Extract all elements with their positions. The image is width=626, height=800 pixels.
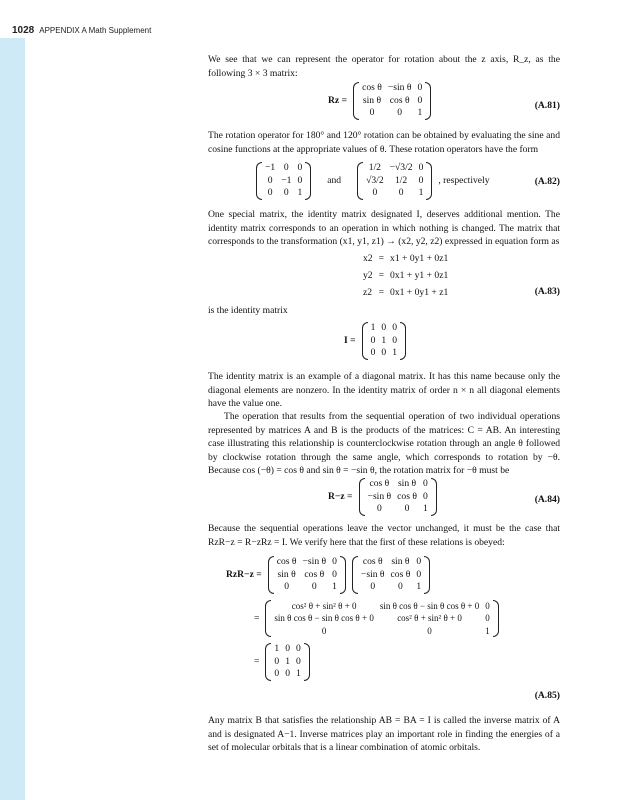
eq-and: and [327, 175, 342, 187]
matrix-cell: −sin θ [360, 568, 385, 580]
result-matrix [265, 643, 309, 681]
matrix-cell: √3/2 [366, 174, 384, 186]
matrix-120 [357, 162, 432, 200]
matrix-cell: 0 [311, 581, 317, 592]
matrix-cell: −1 [265, 162, 276, 173]
matrix-cell: −sin θ [302, 556, 327, 567]
matrix-cell: cos θ [389, 94, 410, 106]
matrix-cell: 1/2 [394, 174, 408, 186]
matrix-cell: 1 [422, 503, 428, 514]
matrix-cell: 0 [297, 162, 303, 173]
matrix-cell: sin θ cos θ − sin θ cos θ + 0 [379, 600, 480, 611]
matrix-cell: 0 [332, 556, 337, 567]
matrix-cell: −sin θ [387, 82, 412, 93]
matrix-cell: 0 [321, 625, 327, 636]
matrix-cell: cos θ [369, 478, 390, 489]
section-title: APPENDIX A Math Supplement [39, 26, 152, 35]
matrix-cell: 0 [416, 556, 422, 567]
matrix-cell: 0 [416, 568, 422, 580]
paragraph-2: The rotation operator for 180° and 120° rotation can be obtained by evaluating the sine and cosine functions at the appropriate values of θ. These rotation operators have the form [208, 130, 560, 155]
matrix-cell: 0 [285, 668, 291, 679]
matrix-cell: 1/2 [368, 162, 381, 173]
matrix-cell: 0 [398, 581, 403, 592]
matrix-cell: 0 [370, 347, 376, 358]
matrix-cell: 1 [332, 581, 337, 592]
matrix-cell: 0 [372, 187, 378, 198]
matrix-cell: cos θ [390, 568, 411, 580]
matrix-cell: cos θ [362, 556, 383, 567]
equation-a82 [208, 162, 560, 200]
matrix-cell: 0 [267, 174, 273, 186]
matrix-cell: −√3/2 [389, 162, 413, 173]
matrix-cell: 0 [376, 503, 382, 514]
equation-a84 [208, 478, 560, 516]
matrix-cell: cos θ [304, 568, 325, 580]
identity-matrix [362, 322, 406, 360]
matrix-cell: 0 [274, 655, 280, 667]
paragraph-5: The identity matrix is an example of a diagonal matrix. It has this name because only the diagonal elements are nonzero. In the identity matrix of order n × n all diagonal elements have the value one. [208, 371, 560, 409]
matrix-cell: 0 [397, 107, 403, 118]
matrix-cell: 0 [370, 581, 376, 592]
matrix-cell: 0 [369, 107, 375, 118]
matrix-rz [268, 556, 346, 594]
matrix-cell: sin θ [397, 478, 417, 489]
matrix-cell: 0 [274, 668, 280, 679]
matrix-cell: 0 [283, 187, 289, 198]
matrix-cell: 0 [417, 94, 423, 106]
matrix-cell: cos² θ + sin² θ + 0 [397, 613, 462, 623]
matrix-cell: 1 [296, 668, 301, 679]
eq-lhs: R−z = [328, 491, 353, 503]
eq-lhs: Rz = [328, 95, 348, 107]
matrix-cell: 1 [392, 347, 397, 358]
paragraph-8: Any matrix B that satisfies the relationship AB = BA = I is called the inverse matrix of A and is designated A−1. Inverse matrices play an important role in finding the energies of a set of molecular orbitals that is a linear combination of atomic orbitals. [208, 715, 560, 753]
matrix-cell: 0 [285, 643, 291, 654]
equation-system: x2 = x1 + 0y1 + 0z1 y2 = 0x1 + y1 + 0z1 z2 = 0x1 + 0y1 + z1 [363, 253, 449, 298]
equals: = [254, 656, 260, 668]
matrix-cell: 0 [418, 162, 424, 173]
equation-number: (A.85) [534, 690, 560, 701]
page-number: 1028 [12, 25, 35, 36]
matrix-cell: 0 [381, 322, 387, 333]
matrix-cell: 0 [284, 581, 290, 592]
matrix-cell: 1 [285, 655, 291, 667]
matrix-cell: 0 [392, 334, 397, 346]
equation-identity [208, 322, 560, 360]
matrix-180 [256, 162, 311, 200]
paragraph-7: Because the sequential operations leave the vector unchanged, it must be the case that RzR−z = R−zRz = I. We verify here that the first of these relations is obeyed: [208, 523, 560, 548]
matrix-cell: cos² θ + sin² θ + 0 [291, 600, 357, 611]
eq-respectively: , respectively [438, 175, 490, 187]
matrix-cell: 0 [485, 600, 490, 611]
page-edge-tab [0, 38, 25, 800]
matrix-cell: 0 [296, 643, 301, 654]
matrix-cell: sin θ [391, 556, 410, 567]
matrix-cell: 1 [485, 625, 490, 636]
matrix-cell: 1 [416, 581, 422, 592]
matrix-cell: 0 [422, 478, 428, 489]
matrix-cell: 1 [370, 322, 376, 333]
equation-number: (A.84) [534, 494, 560, 505]
matrix-cell: 1 [417, 107, 423, 118]
matrix-cell: 0 [427, 625, 432, 636]
matrix-cell: −sin θ [367, 490, 392, 502]
eq-lhs: RzR−z = [226, 569, 262, 581]
matrix-cell: cos θ [362, 82, 382, 93]
matrix-r-minus-z [352, 556, 430, 594]
running-header [12, 25, 151, 36]
matrix-cell: 1 [381, 334, 387, 346]
matrix-cell: 0 [417, 82, 423, 93]
equation-a83 [208, 250, 560, 301]
matrix-cell: 0 [332, 568, 337, 580]
paragraph-6: The operation that results from the sequential operation of two individual operations represented by matrices A and B is the products of the matrices: C = AB. An interesting case illustrating this relationship is counterclockwise rotation through an angle θ followed by clockwise rotation through the same angle, which corresponds to rotation by −θ. Because cos (−θ) = cos θ and sin θ = −sin θ, the rotation matrix for −θ must be [208, 411, 560, 476]
matrix [359, 478, 437, 516]
matrix-cell: 0 [283, 162, 289, 173]
equation-number: (A.83) [534, 286, 560, 297]
matrix-cell: 0 [381, 347, 387, 358]
matrix-cell: 1 [297, 187, 303, 198]
matrix-cell: 0 [485, 613, 490, 623]
matrix-cell: 0 [370, 334, 376, 346]
matrix-cell: 0 [296, 655, 301, 667]
matrix-cell: 0 [404, 503, 410, 514]
equation-number: (A.81) [534, 100, 560, 111]
equation-a81 [208, 82, 560, 120]
paragraph-4: is the identity matrix [208, 305, 288, 316]
paragraph-1: We see that we can represent the operator for rotation about the z axis, R_z, as the following 3 × 3 matrix: [208, 54, 560, 79]
paragraph-3: One special matrix, the identity matrix designated I, deserves additional mention. The identity matrix corresponds to an operation in which nothing is changed. The matrix that corresponds to the transformation (x1, y1, z1) → (x2, y2, z2) expressed in equation form as [208, 209, 560, 247]
matrix-cell: cos θ [397, 490, 417, 502]
product-matrix [265, 600, 498, 638]
matrix-cell: sin θ cos θ − sin θ cos θ + 0 [274, 613, 374, 623]
equals: = [254, 612, 260, 624]
matrix-cell: 0 [392, 322, 397, 333]
equation-a85 [208, 556, 560, 701]
matrix-cell: 0 [297, 174, 303, 186]
matrix-cell: cos θ [276, 556, 297, 567]
matrix-cell: 0 [398, 187, 404, 198]
matrix [353, 82, 431, 120]
matrix-cell: sin θ [362, 94, 382, 106]
matrix-cell: 1 [274, 643, 280, 654]
eq-lhs: I = [344, 335, 356, 347]
matrix-cell: sin θ [277, 568, 296, 580]
equation-number: (A.82) [534, 176, 560, 187]
matrix-cell: −1 [281, 174, 292, 186]
matrix-cell: 0 [418, 174, 424, 186]
matrix-cell: 0 [422, 490, 428, 502]
matrix-cell: 1 [418, 187, 424, 198]
matrix-cell: 0 [267, 187, 273, 198]
